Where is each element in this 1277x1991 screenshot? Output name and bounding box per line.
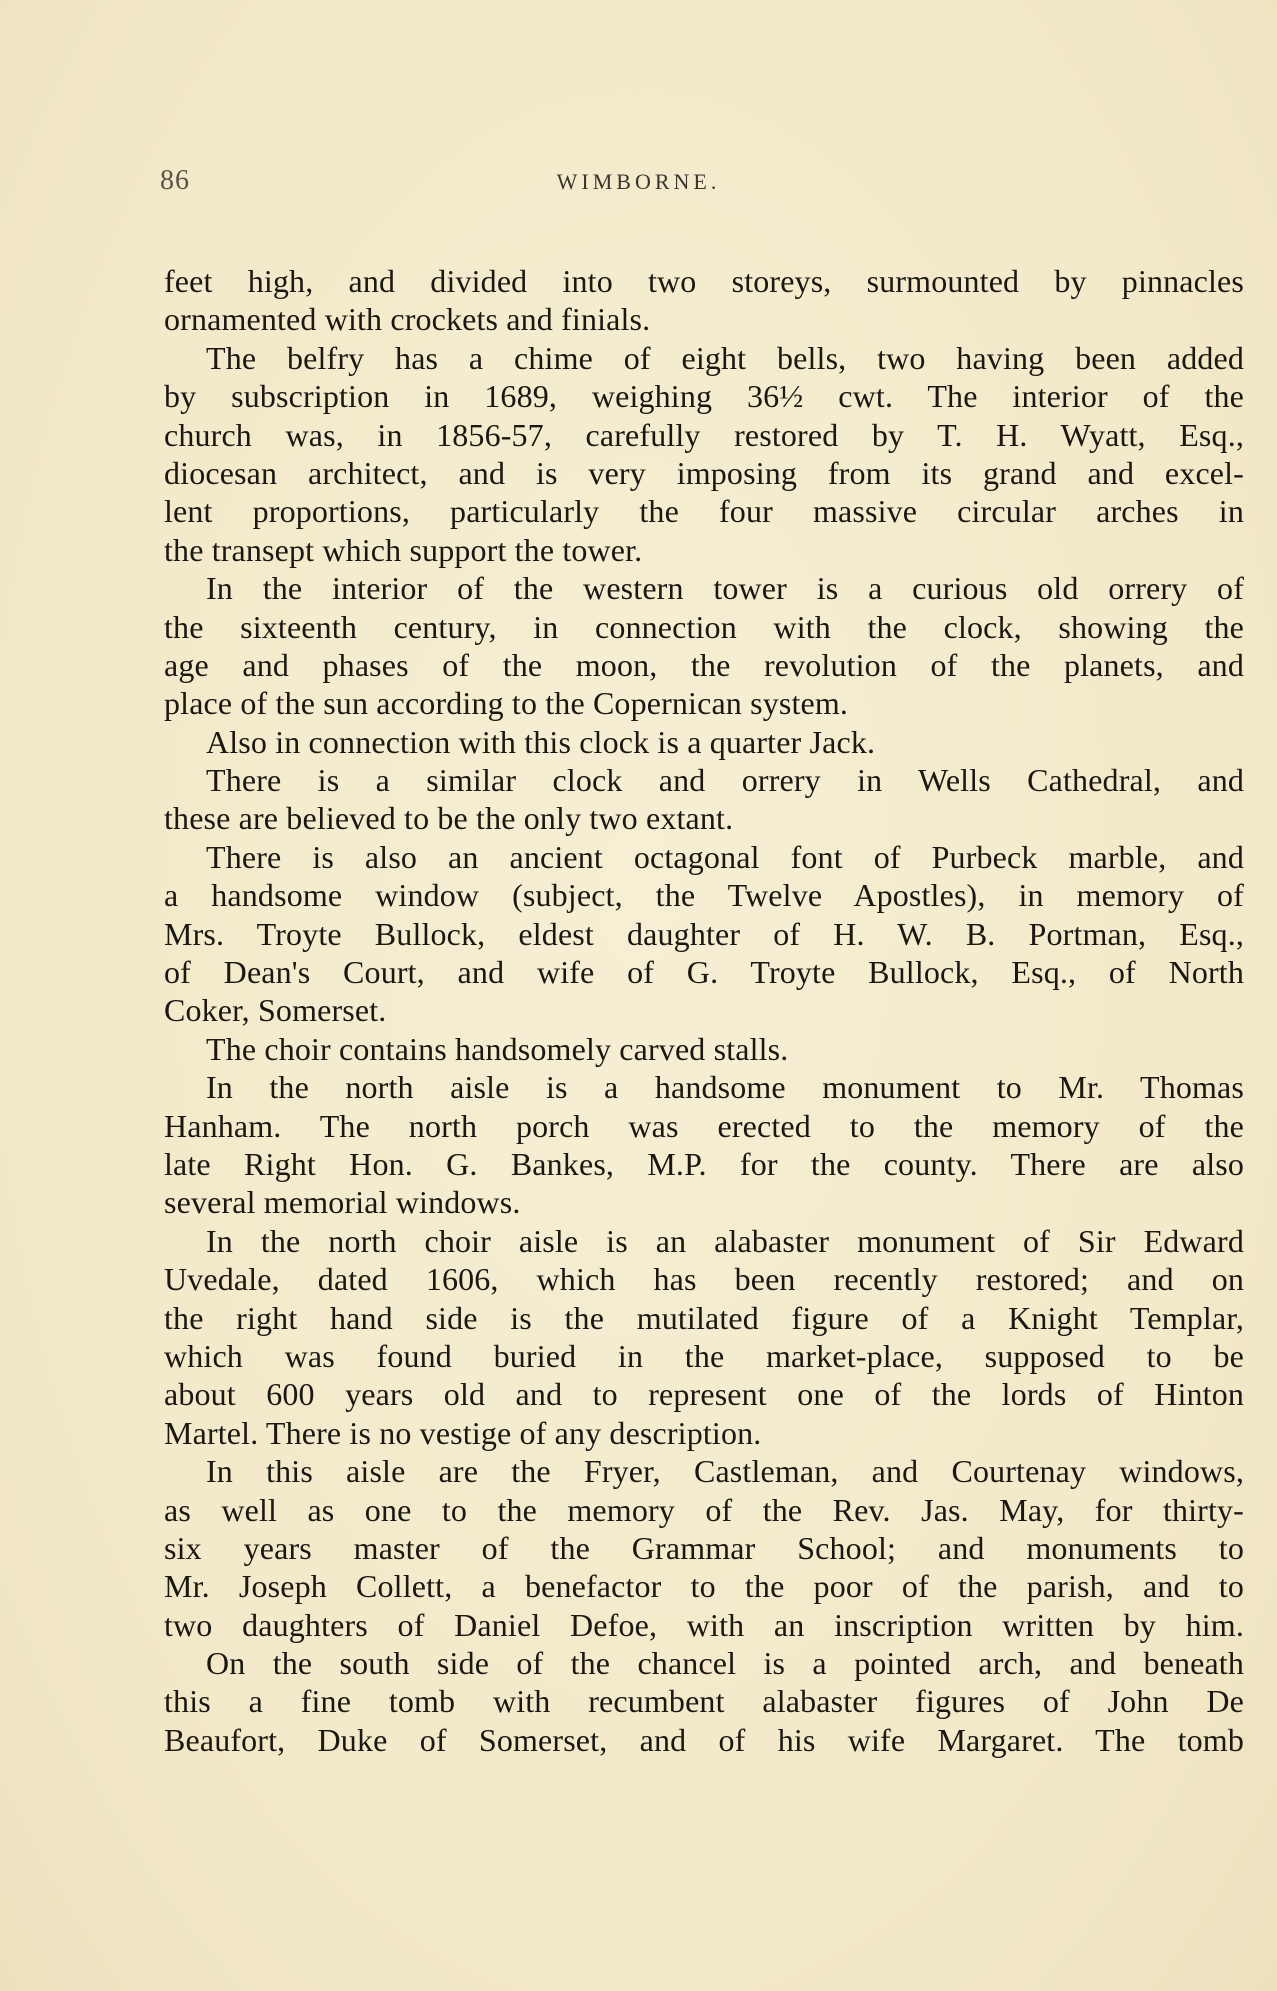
body-text xyxy=(164,262,1244,1759)
text-line: two daughters of Daniel Defoe, with an inscription written by him. xyxy=(164,1606,1244,1643)
text-line: Also in connection with this clock is a quarter Jack. xyxy=(206,723,876,760)
text-line: which was found buried in the market-place, supposed to be xyxy=(164,1337,1244,1374)
text-line: The belfry has a chime of eight bells, two having been added xyxy=(206,339,1244,376)
text-line: church was, in 1856-57, carefully restored by T. H. Wyatt, Esq., xyxy=(164,416,1244,453)
text-line: these are believed to be the only two extant. xyxy=(164,800,734,837)
text-line: In the interior of the western tower is a curious old orrery of xyxy=(206,570,1244,607)
text-line: In the north aisle is a handsome monument to Mr. Thomas xyxy=(206,1069,1244,1106)
running-head: WIMBORNE. xyxy=(556,169,721,194)
text-line: In the north choir aisle is an alabaster monument of Sir Edward xyxy=(206,1222,1244,1259)
page-header xyxy=(0,165,1277,205)
text-line: age and phases of the moon, the revolution of the planets, and xyxy=(164,646,1244,683)
text-line: The choir contains handsomely carved stalls. xyxy=(206,1030,789,1067)
text-line: the transept which support the tower. xyxy=(164,531,643,568)
text-line: as well as one to the memory of the Rev. Jas. May, for thirty- xyxy=(164,1491,1244,1528)
text-line: several memorial windows. xyxy=(164,1184,521,1221)
text-line: ornamented with crockets and finials. xyxy=(164,301,651,338)
text-line: Hanham. The north porch was erected to the memory of the xyxy=(164,1107,1244,1144)
text-line: Beaufort, Duke of Somerset, and of his wife Margaret. The tomb xyxy=(164,1721,1244,1758)
text-line: On the south side of the chancel is a pointed arch, and beneath xyxy=(206,1645,1244,1682)
text-line: by subscription in 1689, weighing 36½ cwt. The interior of the xyxy=(164,378,1244,415)
text-line: There is a similar clock and orrery in Wells Cathedral, and xyxy=(206,762,1244,799)
text-line: Mr. Joseph Collett, a benefactor to the poor of the parish, and to xyxy=(164,1568,1244,1605)
text-line: the sixteenth century, in connection with the clock, showing the xyxy=(164,608,1244,645)
text-line: In this aisle are the Fryer, Castleman, and Courtenay windows, xyxy=(206,1453,1244,1490)
text-line: feet high, and divided into two storeys, surmounted by pinnacles xyxy=(164,263,1244,299)
page-number: 86 xyxy=(160,165,190,196)
text-line: the right hand side is the mutilated figure of a Knight Templar, xyxy=(164,1299,1244,1336)
text-line: late Right Hon. G. Bankes, M.P. for the county. There are also xyxy=(164,1145,1244,1182)
text-line: Coker, Somerset. xyxy=(164,992,387,1029)
text-line: place of the sun according to the Copernican system. xyxy=(164,685,849,722)
text-line: Uvedale, dated 1606, which has been recently restored; and on xyxy=(164,1261,1244,1298)
text-line: diocesan architect, and is very imposing from its grand and excel- xyxy=(164,454,1244,491)
text-line: about 600 years old and to represent one of the lords of Hinton xyxy=(164,1376,1244,1413)
text-line: Martel. There is no vestige of any description. xyxy=(164,1414,762,1451)
text-line: Mrs. Troyte Bullock, eldest daughter of H. W. B. Portman, Esq., xyxy=(164,915,1244,952)
text-line: There is also an ancient octagonal font of Purbeck marble, and xyxy=(206,838,1244,875)
text-line: lent proportions, particularly the four massive circular arches in xyxy=(164,493,1244,530)
text-line: six years master of the Grammar School; and monuments to xyxy=(164,1529,1244,1566)
text-line: this a fine tomb with recumbent alabaster figures of John De xyxy=(164,1683,1244,1720)
text-line: of Dean's Court, and wife of G. Troyte Bullock, Esq., of North xyxy=(164,954,1244,991)
text-line: a handsome window (subject, the Twelve Apostles), in memory of xyxy=(164,877,1244,914)
